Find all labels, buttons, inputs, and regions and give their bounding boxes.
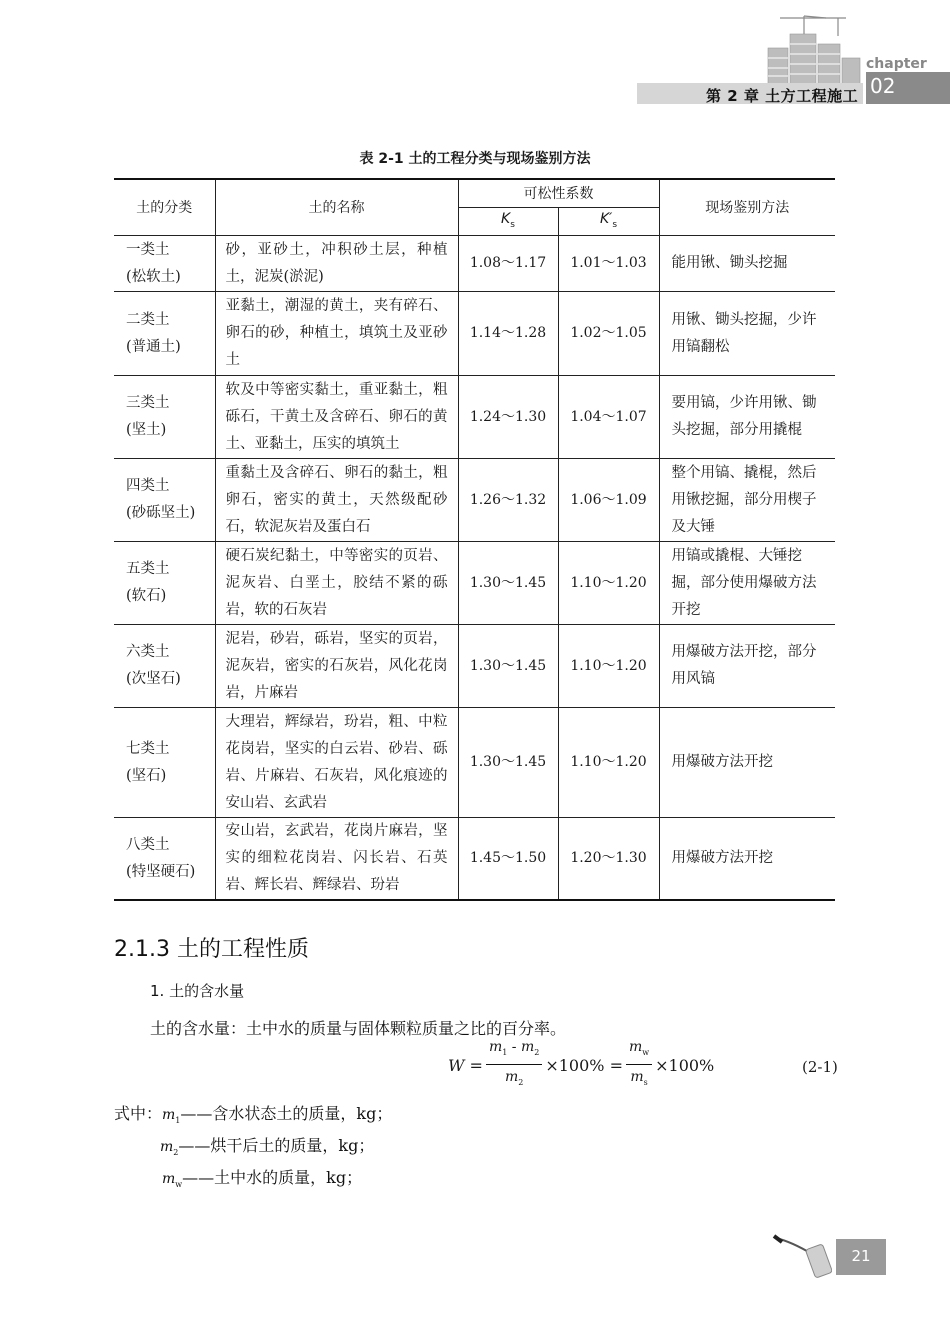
table-row (114, 459, 835, 542)
chapter-label: chapter (866, 56, 927, 72)
cell-method: 要用镐，少许用锹、锄头挖掘，部分用撬棍 (659, 376, 835, 459)
cell-class (114, 542, 215, 625)
definition-line-1: 式中：$m_1——$含水状态土的质量，kg； (114, 1104, 393, 1126)
paint-brush-icon (772, 1228, 832, 1278)
subsection-title: 1. 土的含水量 (150, 982, 245, 1000)
page-number: 21 (851, 1247, 871, 1265)
header-ks-prime: $K'_s$ (558, 208, 659, 236)
definition-line-3: $m_w——$土中水的质量，kg； (162, 1168, 363, 1190)
cell-ks: 1.30～1.45 (458, 708, 558, 818)
cell-ks-prime: 1.20～1.30 (558, 818, 659, 901)
cell-soil-name: 大理岩，辉绿岩，玢岩，粗、中粒花岗岩，坚实的白云岩、砂岩、砾岩、片麻岩、石灰岩，风化痕迹的安山岩、玄武岩 (215, 708, 458, 818)
table-row (114, 625, 835, 708)
formula-fraction-1: $\frac{m_1 - m_2}{m_2}$ (486, 1037, 542, 1093)
cell-ks: 1.24～1.30 (458, 376, 558, 459)
table-row (114, 376, 835, 459)
table-row (114, 236, 835, 292)
class-name: 三类土 (126, 395, 170, 411)
cell-ks: 1.30～1.45 (458, 625, 558, 708)
cell-ks: 1.30～1.45 (458, 542, 558, 625)
section-title: 2.1.3 土的工程性质 (114, 937, 309, 962)
formula-times-1: ×100% = (545, 1055, 623, 1075)
class-alias: (坚土) (126, 422, 167, 438)
cell-soil-name: 重黏土及含碎石、卵石的黏土，粗卵石，密实的黄土，天然级配砂石，软泥灰岩及蛋白石 (215, 459, 458, 542)
header-coefficient: 可松性系数 (458, 179, 659, 208)
table-row (114, 708, 835, 818)
cell-ks: 1.14～1.28 (458, 292, 558, 376)
class-name: 六类土 (126, 644, 170, 660)
class-alias: (软石) (126, 588, 167, 604)
cell-method: 能用锹、锄头挖掘 (659, 236, 835, 292)
cell-soil-name: 亚黏土，潮湿的黄土，夹有碎石、卵石的砂，种植土，填筑土及亚砂土 (215, 292, 458, 376)
cell-ks: 1.08～1.17 (458, 236, 558, 292)
class-alias: (特坚硬石) (126, 863, 196, 880)
cell-ks-prime: 1.06～1.09 (558, 459, 659, 542)
class-alias: (普通土) (126, 338, 181, 355)
cell-class (114, 708, 215, 818)
definition-line-2: $m_2——$烘干后土的质量，kg； (160, 1136, 375, 1158)
cell-method: 整个用镐、撬棍，然后用锹挖掘，部分用楔子及大锤 (659, 459, 835, 542)
table-row (114, 542, 835, 625)
cell-class (114, 292, 215, 376)
header-ks: $K_s$ (458, 208, 558, 236)
formula-lhs: W = (448, 1055, 483, 1075)
class-alias: (松软土) (126, 268, 181, 285)
cell-ks-prime: 1.04～1.07 (558, 376, 659, 459)
class-name: 四类土 (126, 478, 170, 494)
cell-class (114, 818, 215, 901)
class-alias: (次坚石) (126, 671, 181, 687)
class-alias: (坚石) (126, 767, 167, 784)
cell-soil-name: 泥岩，砂岩，砾岩，坚实的页岩，泥灰岩，密实的石灰岩，风化花岗岩，片麻岩 (215, 625, 458, 708)
cell-class (114, 459, 215, 542)
header-name: 土的名称 (215, 179, 458, 236)
cell-soil-name: 砂，亚砂土，冲积砂土层，种植土，泥炭(淤泥) (215, 236, 458, 292)
cell-ks-prime: 1.10～1.20 (558, 542, 659, 625)
formula-fraction-2: $\frac{m_w}{m_s}$ (626, 1037, 652, 1093)
table-row (114, 292, 835, 376)
cell-ks-prime: 1.10～1.20 (558, 708, 659, 818)
cell-method: 用爆破方法开挖 (659, 708, 835, 818)
header-category: 土的分类 (114, 179, 215, 236)
cell-ks-prime: 1.02～1.05 (558, 292, 659, 376)
class-name: 八类土 (126, 836, 170, 853)
soil-classification-table (114, 178, 835, 901)
cell-method: 用爆破方法开挖 (659, 818, 835, 901)
table-caption: 表 2-1 土的工程分类与现场鉴别方法 (359, 151, 591, 167)
class-name: 二类土 (126, 311, 170, 328)
class-name: 一类土 (126, 241, 170, 258)
class-name: 五类土 (126, 561, 170, 577)
header-method: 现场鉴别方法 (659, 179, 835, 236)
water-content-formula (448, 1040, 714, 1090)
cell-soil-name: 安山岩，玄武岩，花岗片麻岩，坚实的细粒花岗岩、闪长岩、石英岩、辉长岩、辉绿岩、玢岩 (215, 818, 458, 901)
formula-times-2: ×100% (655, 1055, 715, 1075)
cell-ks: 1.26～1.32 (458, 459, 558, 542)
table-row (114, 818, 835, 901)
cell-ks-prime: 1.10～1.20 (558, 625, 659, 708)
cell-ks-prime: 1.01～1.03 (558, 236, 659, 292)
class-alias: (砂砾坚土) (126, 505, 196, 521)
cell-method: 用锹、锄头挖掘，少许用镐翻松 (659, 292, 835, 376)
cell-soil-name: 硬石炭纪黏土，中等密实的页岩、泥灰岩、白垩土，胶结不紧的砾岩，软的石灰岩 (215, 542, 458, 625)
equation-number: (2-1) (802, 1058, 838, 1076)
cell-ks: 1.45～1.50 (458, 818, 558, 901)
building-crane-icon (760, 14, 864, 84)
class-name: 七类土 (126, 740, 170, 757)
chapter-number: 02 (870, 74, 896, 98)
chapter-title: 第 2 章 土方工程施工 (706, 87, 859, 105)
cell-class (114, 376, 215, 459)
cell-soil-name: 软及中等密实黏土，重亚黏土，粗砾石，干黄土及含碎石、卵石的黄土、亚黏土，压实的填筑土 (215, 376, 458, 459)
cell-class (114, 236, 215, 292)
cell-method: 用镐或撬棍、大锤挖掘，部分使用爆破方法开挖 (659, 542, 835, 625)
cell-method: 用爆破方法开挖，部分用风镐 (659, 625, 835, 708)
definition-paragraph: 土的含水量：土中水的质量与固体颗粒质量之比的百分率。 (150, 1019, 567, 1038)
cell-class (114, 625, 215, 708)
